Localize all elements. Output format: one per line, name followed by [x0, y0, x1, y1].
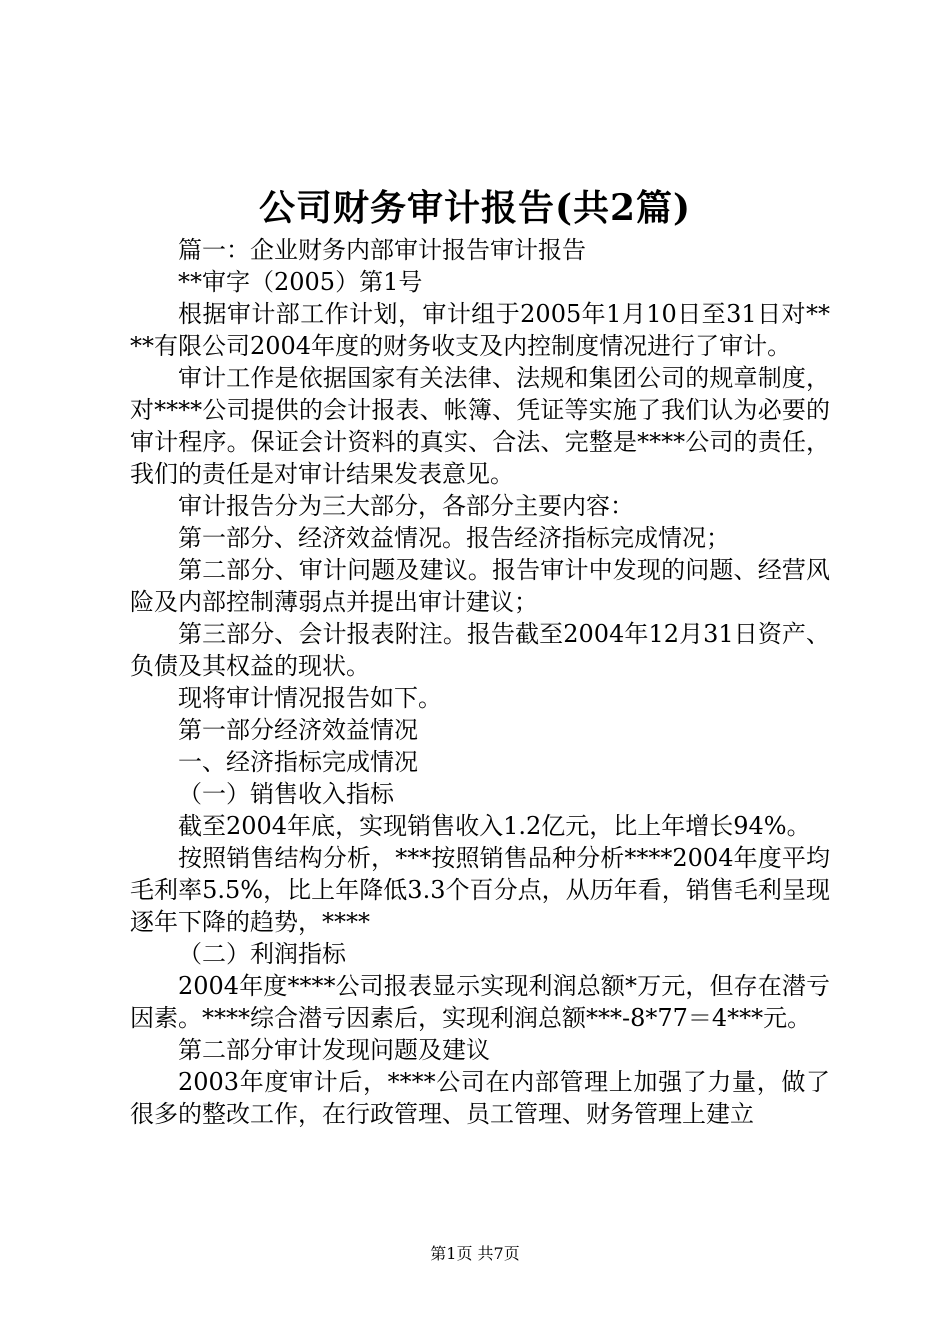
paragraph: 按照销售结构分析，***按照销售品种分析****2004年度平均毛利率5.5%，比上年降低3.3个百分点，从历年看，销售毛利呈现逐年下降的趋势，**** [130, 844, 830, 936]
paragraph: 根据审计部工作计划，审计组于2005年1月10日至31日对****有限公司2004年度的财务收支及内控制度情况进行了审计。 [130, 300, 830, 360]
subsection-heading: 一、经济指标完成情况 [178, 748, 418, 776]
document-title: 公司财务审计报告(共2篇) [258, 187, 692, 229]
section-heading: 第一部分经济效益情况 [178, 716, 418, 744]
subsection-heading: （一）销售收入指标 [178, 780, 394, 808]
subsection-heading: （二）利润指标 [178, 940, 346, 968]
paragraph: 篇一：企业财务内部审计报告审计报告 [178, 236, 586, 264]
paragraph: 审计报告分为三大部分，各部分主要内容： [178, 492, 634, 520]
paragraph: 2004年度****公司报表显示实现利润总额*万元，但存在潜亏因素。****综合潜亏因素后，实现利润总额***-8*77＝4***元。 [130, 972, 830, 1032]
paragraph: 2003年度审计后，****公司在内部管理上加强了力量，做了很多的整改工作，在行政管理、员工管理、财务管理上建立 [130, 1068, 830, 1128]
paragraph: 第一部分、经济效益情况。报告经济指标完成情况； [178, 524, 730, 552]
page-number-footer: 第1页 共7页 [430, 1244, 520, 1263]
paragraph: 审计工作是依据国家有关法律、法规和集团公司的规章制度，对****公司提供的会计报表、帐簿、凭证等实施了我们认为必要的审计程序。保证会计资料的真实、合法、完整是****公司的责任，我们的责任是对审计结果发表意见。 [130, 364, 830, 488]
paragraph: 第二部分、审计问题及建议。报告审计中发现的问题、经营风险及内部控制薄弱点并提出审计建议； [130, 556, 830, 616]
paragraph: 第三部分、会计报表附注。报告截至2004年12月31日资产、负债及其权益的现状。 [130, 620, 830, 680]
paragraph: **审字（2005）第1号 [178, 268, 423, 296]
paragraph: 截至2004年底，实现销售收入1.2亿元，比上年增长94%。 [178, 812, 811, 840]
document-body [130, 234, 830, 1130]
paragraph: 现将审计情况报告如下。 [178, 684, 442, 712]
section-heading: 第二部分审计发现问题及建议 [178, 1036, 490, 1064]
